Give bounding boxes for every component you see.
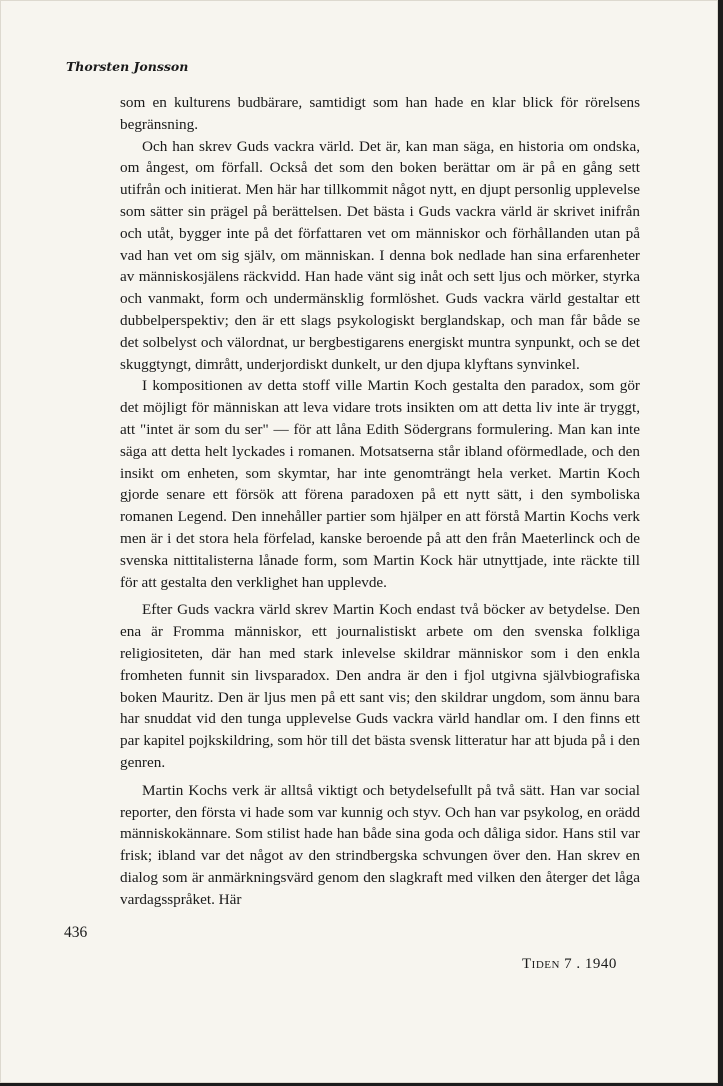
paragraph: som en kulturens budbärare, samtidigt som han hade en klar blick för rörelsens begränsning. [120,94,640,133]
running-head-author: Thorsten Jonsson [66,59,189,74]
journal-footer: Tiden 7 . 1940 [522,956,617,972]
paragraph: I kompositionen av detta stoff ville Martin Koch gestalta den paradox, som gör det möjligt för människan att leva vidare trots insikten om att detta liv inte är tryggt, att "intet är som du ser" — för att låna Edith Södergrans formulering. Man kan inte säga att detta helt lyckades i romanen. Motsatserna står ibland oförmedlade, och den insikt om enheten, som skymtar, har inte genomträngt hela verket. Martin Koch gjorde senare ett försök att förena paradoxen på ett nytt sätt, i den symboliska romanen Legend. Den innehåller partier som hjälper en att förstå Martin Kochs verk men är i det stora hela förfelad, kanske beroende på att den från Maeterlinck och de svenska nittitalisterna lånade form, som Martin Kock här utnyttjade, inte räckte till för att gestalta den verklighet han upplevde. [120,377,640,591]
article-body [120,92,640,910]
paragraph: Martin Kochs verk är alltså viktigt och betydelsefullt på två sätt. Han var social reporter, den första vi hade som var kunnig och styv. Och han var psykolog, en orädd människokännare. Som stilist hade han både sina goda och dåliga sidor. Hans stil var frisk; ibland var det något av den strindbergska schvungen över den. Han skrev en dialog som är anmärkningsvärd genom den slagkraft med vilken den återger det låga vardagsspråket. Här [120,781,640,908]
page-number: 436 [64,924,88,941]
paragraph: Och han skrev Guds vackra värld. Det är, kan man säga, en historia om ondska, om ångest, om förfall. Också det som den boken berättar om är på en gång sett utifrån och initierat. Men här har tillkommit något nytt, en djupt personlig upplevelse som sätter sin prägel på berättelsen. Det bästa i Guds vackra värld är skrivet inifrån och utåt, bygger inte på det författaren vet om människor och förhållanden utan på vad han vet om sig själv, om människan. I denna bok nedlade han sina erfarenheter av människosjälens räckvidd. Han hade vänt sig inåt och sett ljus och mörker, styrka och vanmakt, form och undermänsklig formlöshet. Guds vackra värld gestaltar ett dubbelperspektiv; den är ett slags psykologiskt berglandskap, och man får både se det solbelyst och välordnat, ur bergbestigarens energiskt muntra synpunkt, och se det skuggtyngt, dimrått, underjordiskt dunkelt, ur den djupa klyftans synvinkel. [120,137,640,373]
paragraph: Efter Guds vackra värld skrev Martin Koch endast två böcker av betydelse. Den ena är Fromma människor, ett journalistiskt arbete om den svenska folkliga religiositeten, där han med stark inlevelse skildrar människor som i den enkla fromheten funnit sin livsparadox. Den andra är den i fjol utgivna självbiografiska boken Mauritz. Den är ljus men på ett sant vis; den skildrar ungdom, som ännu bara har snuddat vid den tunga upplevelse Guds vackra värld handlar om. I den finns ett par kapitel pojkskildring, som hör till det bästa svensk litteratur har att bjuda på i den genren. [120,601,640,771]
